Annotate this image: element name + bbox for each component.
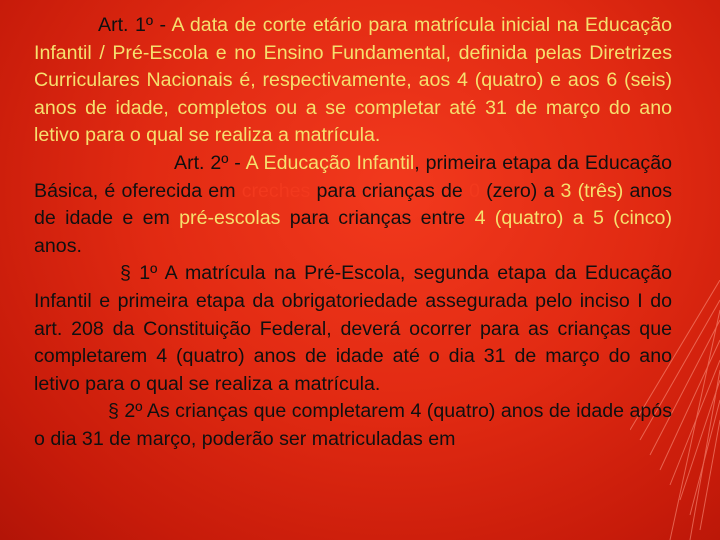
article-2-term-educacao-infantil: A Educação Infantil (245, 151, 415, 174)
article-2-term-pre-escolas: pré-escolas (179, 207, 281, 230)
article-2 (34, 150, 672, 260)
paragraph-1-text: A matrícula na Pré-Escola, segunda etapa da Educação Infantil e primeira etapa da obrigatoriedade assegurada pelo inciso I do art. 208 da Constituição Federal, deverá ocorrer para as crianças que completarem 4 (quatro) anos de idade até o dia 31 de março do ano letivo para o qual se realiza a matrícula. (34, 262, 673, 395)
article-1-text: A data de corte etário para matrícula inicial na Educação Infantil / Pré-Escola e no Ensino Fundamental, definida pelas Diretrizes Curriculares Nacionais é, respectivamente, aos 4 (quatro) e aos 6 (seis) anos de idade, completos ou a se completar até 31 de março do ano letivo para o qual se realiza a matrícula. (34, 14, 672, 147)
paragraph-1-label: § 1º (120, 262, 165, 285)
article-2-label: Art. 2º - (174, 151, 246, 174)
article-2-text-1: , primeira etapa da Educação Básica, é oferecida em (34, 151, 673, 202)
article-1 (34, 12, 672, 150)
article-2-text-4: anos de idade e em (34, 179, 672, 230)
article-2-term-tres: 3 (três) (560, 179, 624, 202)
paragraph-2-label: § 2º (108, 400, 147, 423)
article-1-label: Art. 1º - (98, 14, 172, 36)
article-2-text-3: (zero) a (479, 179, 561, 202)
paragraph-2 (34, 398, 672, 453)
article-2-term-creches: creches (241, 179, 311, 202)
article-2-text-5: para crianças entre (280, 207, 475, 230)
paragraph-2-text: As crianças que completarem 4 (quatro) anos de idade após o dia 31 de março, poderão ser matriculadas em (34, 400, 672, 450)
paragraph-1 (34, 260, 672, 398)
document-body (34, 12, 672, 454)
article-2-term-zero: 0 (469, 179, 480, 202)
article-2-text-2: para crianças de (310, 179, 470, 202)
article-2-term-quatro-cinco: 4 (quatro) a 5 (cinco) (474, 207, 672, 230)
article-2-text-6: anos. (34, 234, 82, 257)
